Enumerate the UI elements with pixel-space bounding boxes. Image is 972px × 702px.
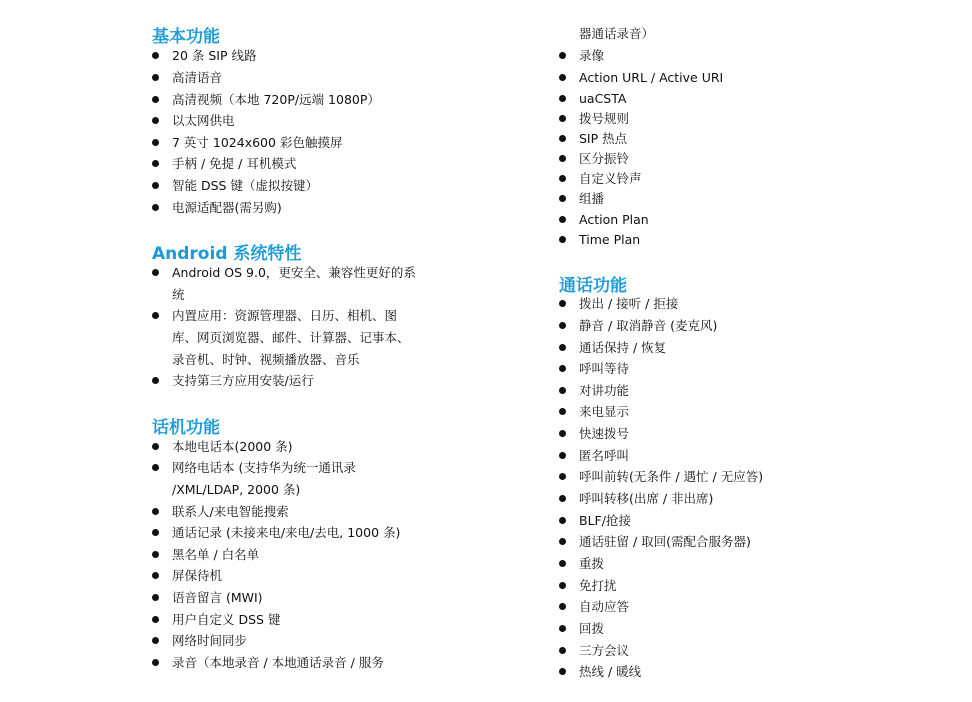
bullet-icon xyxy=(559,538,566,545)
bullet-icon xyxy=(152,377,159,384)
bullet-icon xyxy=(559,647,566,654)
list-item-continuation: 器通话录音） xyxy=(579,26,655,41)
bullet-icon xyxy=(152,464,159,471)
list-item-continuation: 库、网页浏览器、邮件、计算器、记事本、 xyxy=(172,330,410,345)
bullet-icon xyxy=(152,204,159,211)
bullet-icon xyxy=(559,603,566,610)
bullet-icon xyxy=(152,594,159,601)
bullet-icon xyxy=(152,551,159,558)
bullet-icon xyxy=(559,452,566,459)
bullet-icon xyxy=(152,96,159,103)
bullet-icon xyxy=(152,160,159,167)
bullet-icon xyxy=(559,473,566,480)
bullet-icon xyxy=(559,408,566,415)
bullet-icon xyxy=(152,269,159,276)
section-title-basic: 基本功能 xyxy=(152,27,220,47)
bullet-icon xyxy=(559,582,566,589)
section-title-android: Android 系统特性 xyxy=(152,244,302,264)
bullet-icon xyxy=(152,659,159,666)
bullet-icon xyxy=(559,236,566,243)
bullet-icon xyxy=(559,387,566,394)
bullet-icon xyxy=(559,625,566,632)
bullet-icon xyxy=(559,135,566,142)
bullet-icon xyxy=(152,74,159,81)
section-title-phone: 话机功能 xyxy=(152,418,220,438)
bullet-icon xyxy=(559,74,566,81)
bullet-icon xyxy=(559,668,566,675)
bullet-icon xyxy=(152,182,159,189)
bullet-icon xyxy=(559,365,566,372)
bullet-icon xyxy=(559,155,566,162)
bullet-icon xyxy=(152,529,159,536)
bullet-icon xyxy=(559,95,566,102)
bullet-icon xyxy=(152,312,159,319)
bullet-icon xyxy=(559,560,566,567)
bullet-icon xyxy=(152,572,159,579)
list-item-continuation: 录音机、时钟、视频播放器、音乐 xyxy=(172,352,360,367)
list-item-continuation: /XML/LDAP, 2000 条) xyxy=(172,482,301,497)
bullet-icon xyxy=(559,495,566,502)
bullet-icon xyxy=(559,517,566,524)
bullet-icon xyxy=(559,430,566,437)
bullet-icon xyxy=(152,637,159,644)
bullet-icon xyxy=(559,115,566,122)
bullet-icon xyxy=(559,300,566,307)
bullet-icon xyxy=(559,52,566,59)
section-title-call: 通话功能 xyxy=(559,276,627,296)
bullet-icon xyxy=(152,117,159,124)
bullet-icon xyxy=(152,616,159,623)
bullet-icon xyxy=(152,139,159,146)
bullet-icon xyxy=(559,322,566,329)
bullet-icon xyxy=(559,195,566,202)
bullet-icon xyxy=(152,508,159,515)
list-item-continuation: 统 xyxy=(172,287,185,302)
bullet-icon xyxy=(559,344,566,351)
bullet-icon xyxy=(559,216,566,223)
bullet-icon xyxy=(559,175,566,182)
bullet-icon xyxy=(152,52,159,59)
bullet-icon xyxy=(152,443,159,450)
